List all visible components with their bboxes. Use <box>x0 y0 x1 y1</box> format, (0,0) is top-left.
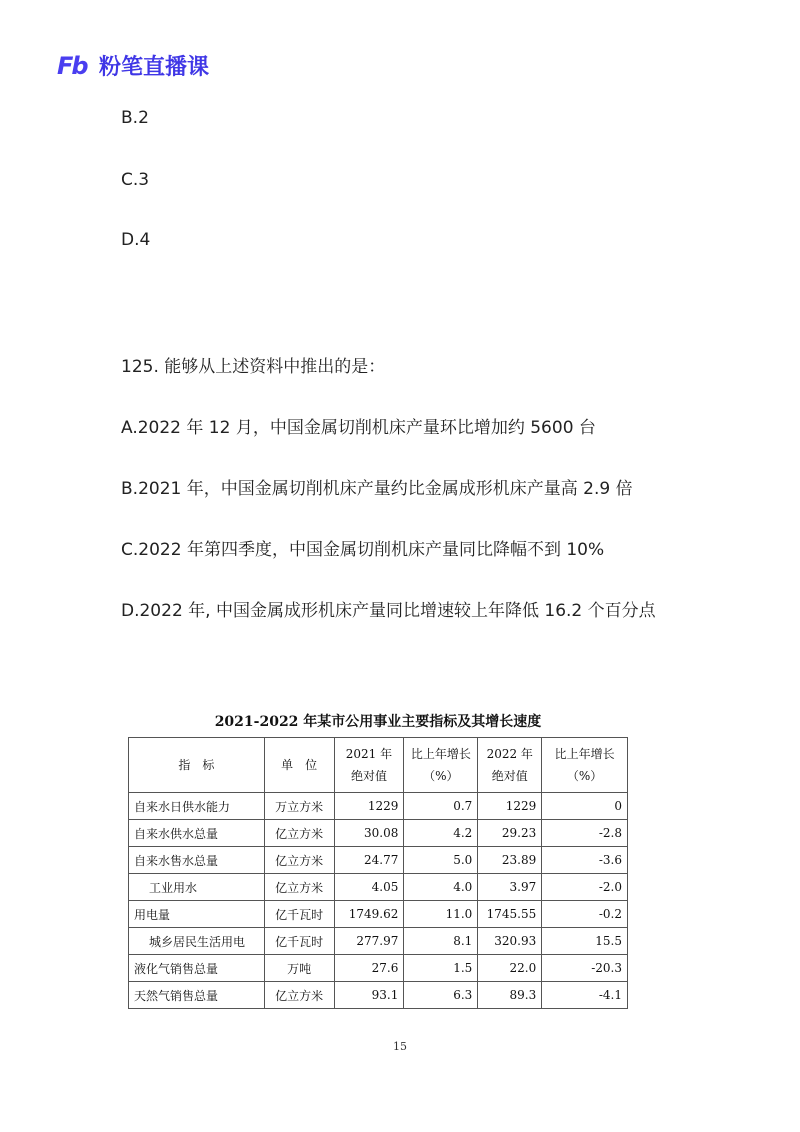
option-c: C.2022 年第四季度，中国金属切削机床产量同比降幅不到 10% <box>121 540 605 560</box>
value-2022-cell: 23.89 <box>478 847 542 874</box>
value-2021-cell: 30.08 <box>334 820 404 847</box>
unit-cell: 亿立方米 <box>264 874 334 901</box>
header-2022-growth: 比上年增长 （%） <box>542 738 628 793</box>
value-2021-cell: 27.6 <box>334 955 404 982</box>
value-2022-cell: 1745.55 <box>478 901 542 928</box>
indicator-cell: 工业用水 <box>129 874 265 901</box>
indicator-cell: 自来水供水总量 <box>129 820 265 847</box>
growth-2022-cell: -20.3 <box>542 955 628 982</box>
unit-cell: 亿立方米 <box>264 982 334 1009</box>
growth-2021-cell: 5.0 <box>404 847 478 874</box>
table-row <box>129 847 628 874</box>
growth-2022-cell: -0.2 <box>542 901 628 928</box>
header-2021-growth: 比上年增长 （%） <box>404 738 478 793</box>
indicator-cell: 自来水售水总量 <box>129 847 265 874</box>
brand-name: 粉笔直播课 <box>99 55 210 80</box>
unit-cell: 万立方米 <box>264 793 334 820</box>
value-2021-cell: 93.1 <box>334 982 404 1009</box>
option-c-prev: C.3 <box>121 170 150 190</box>
data-table <box>128 737 628 1009</box>
table-row <box>129 955 628 982</box>
option-b-prev: B.2 <box>121 108 149 128</box>
unit-cell: 亿千瓦时 <box>264 928 334 955</box>
indicator-cell: 自来水日供水能力 <box>129 793 265 820</box>
value-2021-cell: 1749.62 <box>334 901 404 928</box>
unit-cell: 亿立方米 <box>264 847 334 874</box>
growth-2021-cell: 11.0 <box>404 901 478 928</box>
option-d: D.2022 年, 中国金属成形机床产量同比增速较上年降低 16.2 个百分点 <box>121 601 656 621</box>
growth-2022-cell: 15.5 <box>542 928 628 955</box>
growth-2021-cell: 1.5 <box>404 955 478 982</box>
header-unit: 单 位 <box>264 738 334 793</box>
value-2021-cell: 277.97 <box>334 928 404 955</box>
growth-2021-cell: 4.2 <box>404 820 478 847</box>
indicator-cell: 城乡居民生活用电 <box>129 928 265 955</box>
growth-2022-cell: -2.0 <box>542 874 628 901</box>
value-2022-cell: 89.3 <box>478 982 542 1009</box>
unit-cell: 亿立方米 <box>264 820 334 847</box>
value-2021-cell: 24.77 <box>334 847 404 874</box>
value-2021-cell: 1229 <box>334 793 404 820</box>
growth-2022-cell: 0 <box>542 793 628 820</box>
growth-2021-cell: 6.3 <box>404 982 478 1009</box>
indicator-cell: 液化气销售总量 <box>129 955 265 982</box>
option-b: B.2021 年，中国金属切削机床产量约比金属成形机床产量高 2.9 倍 <box>121 479 633 499</box>
table-row <box>129 793 628 820</box>
question-stem: 125. 能够从上述资料中推出的是： <box>121 357 386 377</box>
unit-cell: 亿千瓦时 <box>264 901 334 928</box>
value-2022-cell: 320.93 <box>478 928 542 955</box>
table-row <box>129 982 628 1009</box>
value-2021-cell: 4.05 <box>334 874 404 901</box>
growth-2021-cell: 4.0 <box>404 874 478 901</box>
table-header-row <box>129 738 628 793</box>
growth-2021-cell: 8.1 <box>404 928 478 955</box>
option-d-prev: D.4 <box>121 230 151 250</box>
growth-2022-cell: -4.1 <box>542 982 628 1009</box>
header-2022-value: 2022 年 绝对值 <box>478 738 542 793</box>
value-2022-cell: 1229 <box>478 793 542 820</box>
table-row <box>129 901 628 928</box>
indicator-cell: 用电量 <box>129 901 265 928</box>
table-title: 2021-2022 年某市公用事业主要指标及其增长速度 <box>214 714 542 730</box>
growth-2022-cell: -3.6 <box>542 847 628 874</box>
brand-logo <box>57 50 209 81</box>
indicator-cell: 天然气销售总量 <box>129 982 265 1009</box>
option-a: A.2022 年 12 月，中国金属切削机床产量环比增加约 5600 台 <box>121 418 596 438</box>
growth-2021-cell: 0.7 <box>404 793 478 820</box>
value-2022-cell: 29.23 <box>478 820 542 847</box>
growth-2022-cell: -2.8 <box>542 820 628 847</box>
table-row <box>129 820 628 847</box>
table-row <box>129 874 628 901</box>
header-indicator: 指 标 <box>129 738 265 793</box>
page-number: 15 <box>393 1040 407 1053</box>
header-2021-value: 2021 年 绝对值 <box>334 738 404 793</box>
value-2022-cell: 3.97 <box>478 874 542 901</box>
value-2022-cell: 22.0 <box>478 955 542 982</box>
table-row <box>129 928 628 955</box>
unit-cell: 万吨 <box>264 955 334 982</box>
fb-logo-icon: Fb <box>57 51 87 80</box>
